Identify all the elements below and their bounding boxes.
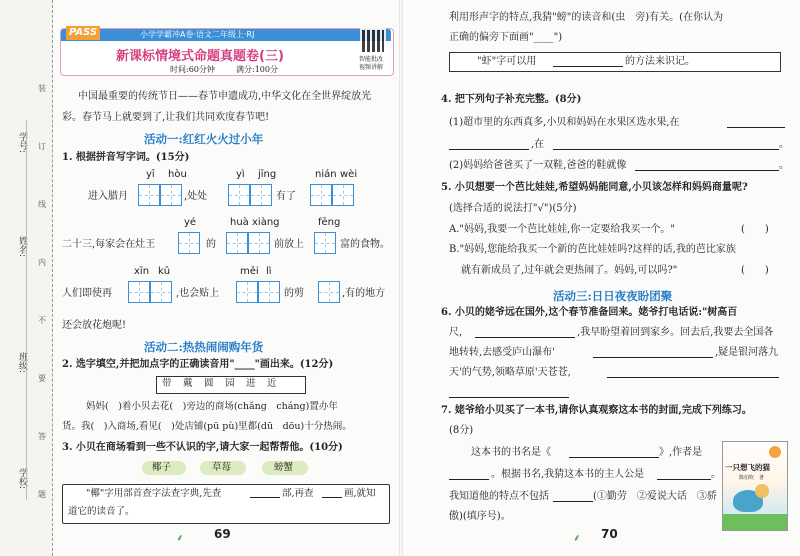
pinyin-yi2: yì: [236, 169, 245, 180]
row2-text-d: 富的食物。: [340, 239, 390, 250]
right-page: [403, 0, 800, 556]
q4-1-c: 。: [779, 139, 789, 150]
q7-g: 傲)(填序号)。: [449, 511, 511, 522]
activity-3-title: 活动三:日日夜夜盼团聚: [553, 289, 673, 303]
question-6-line-1: 6. 小贝的姥爷远在国外,这个春节准备回来。姥爷打电话说:"树高百: [441, 307, 738, 318]
char-box[interactable]: [310, 184, 332, 206]
full-score: 满分:100分: [236, 65, 278, 74]
footer-leaf-icon: ⸙: [176, 533, 184, 544]
book-title: 一只想飞的猫: [725, 463, 770, 472]
blank-strokes[interactable]: [322, 497, 342, 498]
q3-box2-b: 的方法来识记。: [625, 56, 695, 67]
blank-q6-2[interactable]: [593, 357, 713, 358]
option-b-line-1[interactable]: B."妈妈,您能给我买一个新的芭比娃娃吗?这样的话,我的芭比家族: [449, 244, 736, 255]
option-b-answer[interactable]: ( ): [741, 265, 769, 276]
sun-icon: [769, 446, 781, 458]
char-box[interactable]: [226, 232, 248, 254]
q3-cont-line-1: 利用形声字的特点,我猜"螃"的读音和(虫 旁)有关。(在你认为: [449, 12, 724, 23]
char-box[interactable]: [138, 184, 160, 206]
q3-hint-d: 道它的读音了。: [68, 506, 135, 517]
char-box[interactable]: [236, 281, 258, 303]
blank-q4-2[interactable]: [635, 170, 779, 171]
blank-method[interactable]: [553, 66, 623, 67]
pinyin-yi: yī: [146, 169, 155, 180]
intro-line-1: 中国最重要的传统节日——春节申遗成功,中华文化在全世界绽放光: [78, 91, 372, 102]
q2-line-1: 妈妈( )着小贝去花( )旁边的商场(chǎng cháng)置办年: [86, 401, 338, 412]
margin-school: 学校:: [17, 468, 27, 490]
footer-leaf-icon-right: ⸙: [573, 533, 581, 544]
series-name: 小学学霸冲A卷·语文二年级上·RJ: [140, 30, 255, 39]
char-box[interactable]: [150, 281, 172, 303]
option-a-answer[interactable]: ( ): [741, 224, 769, 235]
qr-label-grade: 智能批改: [359, 56, 384, 63]
q3-box2-a: "虾"字可以用: [477, 56, 537, 67]
q4-1-b: ,在: [531, 139, 545, 150]
blank-q4-1c[interactable]: [553, 149, 779, 150]
q3-hint-a: "椰"字用部首查字法查字典,先查: [86, 488, 222, 499]
question-7-line-2: (8分): [449, 425, 474, 436]
q4-2-a: (2)妈妈给爸爸买了一双鞋,爸爸的鞋就像: [449, 160, 627, 171]
char-box[interactable]: [318, 281, 340, 303]
pinyin-xiang: xiàng: [252, 217, 280, 228]
blank-book-title[interactable]: [569, 457, 659, 458]
row2-text-b: 的: [206, 239, 216, 250]
pinyin-wei: wèi: [340, 169, 358, 180]
q3-hint-b: 部,再查: [282, 488, 314, 499]
qr-label-video: 视频讲解: [359, 64, 384, 71]
intro-line-2: 彩。春节马上就要到了,让我们共同欢度春节吧!: [62, 112, 270, 123]
grass-decoration: [723, 514, 787, 530]
char-box[interactable]: [332, 184, 354, 206]
char-box[interactable]: [178, 232, 200, 254]
option-a[interactable]: A."妈妈,我要一个芭比娃娃,你一定要给我买一个。": [449, 224, 675, 235]
margin-class: 班级:: [17, 352, 27, 374]
pinyin-hua: huà: [230, 217, 249, 228]
pinyin-mei: měi: [240, 266, 259, 277]
row3-text-d: ,有的地方: [342, 288, 386, 299]
strawberry-word: 草莓: [212, 462, 232, 473]
question-3: 3. 小贝在商场看到一些不认识的字,请大家一起帮帮他。(10分): [62, 442, 343, 453]
q7-c: 。根据书名,我猜这本书的主人公是: [491, 469, 645, 480]
row1-text-c: 有了: [276, 191, 296, 202]
q7-d: 。: [711, 469, 721, 480]
char-box[interactable]: [258, 281, 280, 303]
pinyin-hou: hòu: [168, 169, 187, 180]
blank-q6-1[interactable]: [475, 337, 575, 338]
question-1: 1. 根据拼音写字词。(15分): [62, 152, 190, 163]
blank-q4-1b[interactable]: [449, 149, 529, 150]
paper-title: 新课标情境式命题真题卷(三): [116, 49, 284, 64]
blank-protagonist[interactable]: [657, 479, 711, 480]
answer-lines: [26, 120, 28, 500]
row2-text-c: 前放上: [274, 239, 304, 250]
pinyin-ku: kǔ: [158, 266, 171, 277]
book-cover: [722, 441, 788, 531]
book-author: 陈伯吹 著: [739, 475, 765, 481]
question-2: 2. 选字填空,并把加点字的正确读音用"____"画出来。(12分): [62, 359, 334, 370]
activity-1-title: 活动一:红红火火过小年: [144, 132, 264, 146]
q7-a: 这本书的书名是《: [471, 447, 551, 458]
pinyin-nian: nián: [315, 169, 337, 180]
pinyin-li: lì: [266, 266, 272, 277]
pinyin-feng: fēng: [318, 217, 341, 228]
blank-q4-1a[interactable]: [727, 127, 785, 128]
page-number-right: 70: [601, 527, 618, 541]
row1-text-b: ,处处: [184, 191, 208, 202]
q4-2-b: 。: [779, 160, 789, 171]
q4-1-a: (1)超市里的东西真多,小贝和妈妈在水果区选水果,在: [449, 117, 680, 128]
pinyin-ye: yé: [184, 217, 197, 228]
blank-q6-4[interactable]: [449, 397, 569, 398]
q7-f: (①勤劳 ②爱说大话 ③骄: [593, 491, 717, 502]
q6-d: ,疑是银河落九: [715, 347, 779, 358]
row1-text-a: 进入腊月: [88, 191, 128, 202]
question-4: 4. 把下列句子补充完整。(8分): [441, 94, 582, 105]
margin-number: 学号:: [17, 132, 27, 154]
activity-2-title: 活动二:热热闹闹购年货: [144, 340, 264, 354]
question-5-line-1: 5. 小贝想要一个芭比娃娃,希望妈妈能同意,小贝该怎样和妈妈商量呢?: [441, 182, 748, 193]
q7-b: 》,作者是: [659, 447, 703, 458]
page-number-left: 69: [214, 527, 231, 541]
time-limit: 时间:60分钟: [170, 65, 215, 74]
choice-chars: 带 戴 圆 园 进 近: [162, 378, 278, 389]
q3-cont-line-2: 正确的偏旁下面画"____"): [449, 32, 563, 43]
row3-text-a: 人们即使再: [62, 288, 112, 299]
char-box[interactable]: [314, 232, 336, 254]
row3-text-b: ,也会贴上: [176, 288, 220, 299]
option-b-line-2[interactable]: 就有新成员了,过年就会更热闹了。妈妈,可以吗?": [461, 265, 678, 276]
blank-trait[interactable]: [553, 501, 593, 502]
char-box[interactable]: [250, 184, 272, 206]
q6-a: 尺,: [449, 327, 463, 338]
crab-word: 螃蟹: [274, 462, 294, 473]
q7-e: 我知道他的特点不包括: [449, 491, 549, 502]
char-box[interactable]: [128, 281, 150, 303]
char-box[interactable]: [248, 232, 270, 254]
row2-text-a: 二十三,每家会在灶王: [62, 239, 156, 250]
blank-q6-3[interactable]: [607, 377, 779, 378]
cat-head-icon: [755, 484, 769, 498]
row4-text: 还会放花炮呢!: [62, 320, 127, 331]
char-box[interactable]: [228, 184, 250, 206]
q6-b: ,我早盼望着回到家乡。回去后,我要去全国各: [577, 327, 774, 338]
coconut-word: 椰子: [152, 462, 172, 473]
char-box[interactable]: [160, 184, 182, 206]
q2-line-2: 货。我( )入商场,看见( )处店铺(pū pù)里都(dū dōu)十分热闹。: [62, 421, 352, 432]
margin-name: 姓名:: [17, 236, 27, 258]
pinyin-jing: jīng: [258, 169, 277, 180]
blank-radical[interactable]: [250, 497, 280, 498]
row3-text-c: 的剪: [284, 288, 304, 299]
question-5-line-2: (选择合适的说法打"√")(5分): [449, 203, 577, 214]
q3-hint-c: 画,就知: [344, 488, 376, 499]
pinyin-xin: xīn: [134, 266, 150, 277]
brand-logo: PASS: [66, 26, 100, 40]
q6-e: 天'的气势,领略草原'天苍苍,: [449, 367, 571, 378]
question-7-line-1: 7. 姥爷给小贝买了一本书,请你认真观察这本书的封面,完成下列练习。: [441, 405, 752, 416]
blank-author[interactable]: [449, 479, 489, 480]
qr-code-icon[interactable]: [362, 30, 384, 52]
seal-line-text: 装 订 线 内 不 要 答 题: [38, 84, 46, 499]
q6-c: 地转转,去感受庐山瀑布': [449, 347, 555, 358]
